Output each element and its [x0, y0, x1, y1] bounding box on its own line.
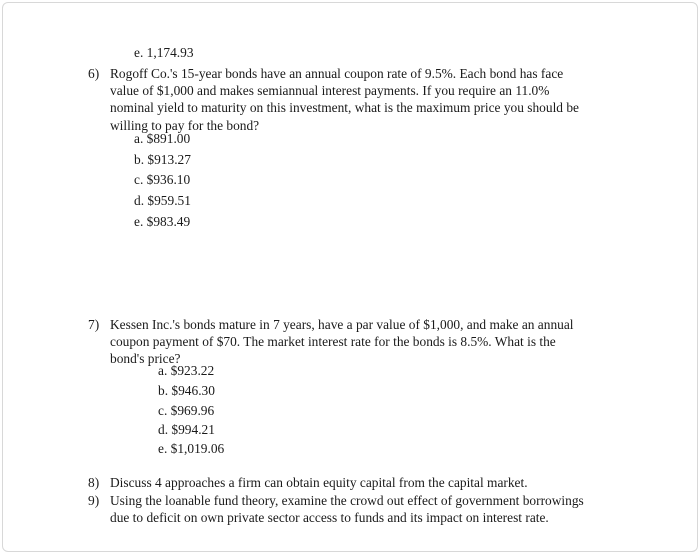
option-value: $891.00	[146, 131, 191, 146]
question-line: value of $1,000 and makes semiannual interest payments. If you require an 11.0%	[110, 83, 550, 99]
option-value: $959.51	[147, 193, 191, 208]
prev-option-e	[134, 44, 194, 61]
option-value: $923.22	[170, 363, 215, 378]
option-letter: c.	[134, 172, 144, 187]
question-line: willing to pay for the bond?	[110, 117, 260, 133]
q7-option-c	[158, 402, 214, 419]
q7-option-e	[158, 440, 224, 457]
question-6-number: 6)	[88, 66, 100, 81]
option-value: $983.49	[146, 214, 191, 229]
question-line: bond's price?	[110, 351, 181, 367]
question-line: nominal yield to maturity on this investment, what is the maximum price you should be	[110, 100, 579, 116]
question-6-text	[110, 65, 610, 134]
q6-option-a	[134, 130, 190, 147]
option-letter: d.	[134, 193, 145, 208]
q6-option-b	[134, 151, 191, 168]
question-9-text	[110, 492, 610, 526]
option-letter: a.	[134, 131, 144, 146]
question-7-number: 7)	[88, 317, 100, 332]
option-value: $969.96	[170, 403, 215, 418]
q6-option-e	[134, 213, 190, 230]
option-letter: e.	[134, 45, 144, 60]
option-value: $994.21	[171, 422, 215, 437]
question-7-text	[110, 316, 610, 368]
option-value: $946.30	[171, 383, 215, 398]
question-8-number: 8)	[88, 475, 100, 490]
option-letter: d.	[158, 422, 169, 437]
option-letter: c.	[158, 403, 168, 418]
option-letter: e.	[134, 214, 144, 229]
option-letter: b.	[134, 152, 145, 167]
question-line: Kessen Inc.'s bonds mature in 7 years, have a par value of $1,000, and make an annual	[110, 317, 574, 332]
q7-option-d	[158, 421, 215, 438]
question-line: due to deficit on own private sector access to funds and its impact on interest rate.	[110, 510, 549, 526]
q6-option-d	[134, 192, 191, 209]
option-letter: a.	[158, 363, 168, 378]
question-line: Rogoff Co.'s 15-year bonds have an annual coupon rate of 9.5%. Each bond has face	[110, 66, 564, 81]
q7-option-b	[158, 382, 215, 399]
option-value: $1,019.06	[170, 441, 225, 456]
q6-option-c	[134, 171, 190, 188]
option-letter: b.	[158, 383, 169, 398]
option-value: $936.10	[146, 172, 191, 187]
question-9-number: 9)	[88, 493, 100, 508]
question-8-text	[110, 474, 610, 491]
option-value: $913.27	[147, 152, 191, 167]
option-value: 1,174.93	[146, 45, 194, 60]
q7-option-a	[158, 362, 214, 379]
question-line: Using the loanable fund theory, examine the crowd out effect of government borrowings	[110, 493, 584, 508]
question-line: Discuss 4 approaches a firm can obtain equity capital from the capital market.	[110, 475, 528, 490]
option-letter: e.	[158, 441, 168, 456]
question-line: coupon payment of $70. The market interest rate for the bonds is 8.5%. What is the	[110, 334, 556, 350]
